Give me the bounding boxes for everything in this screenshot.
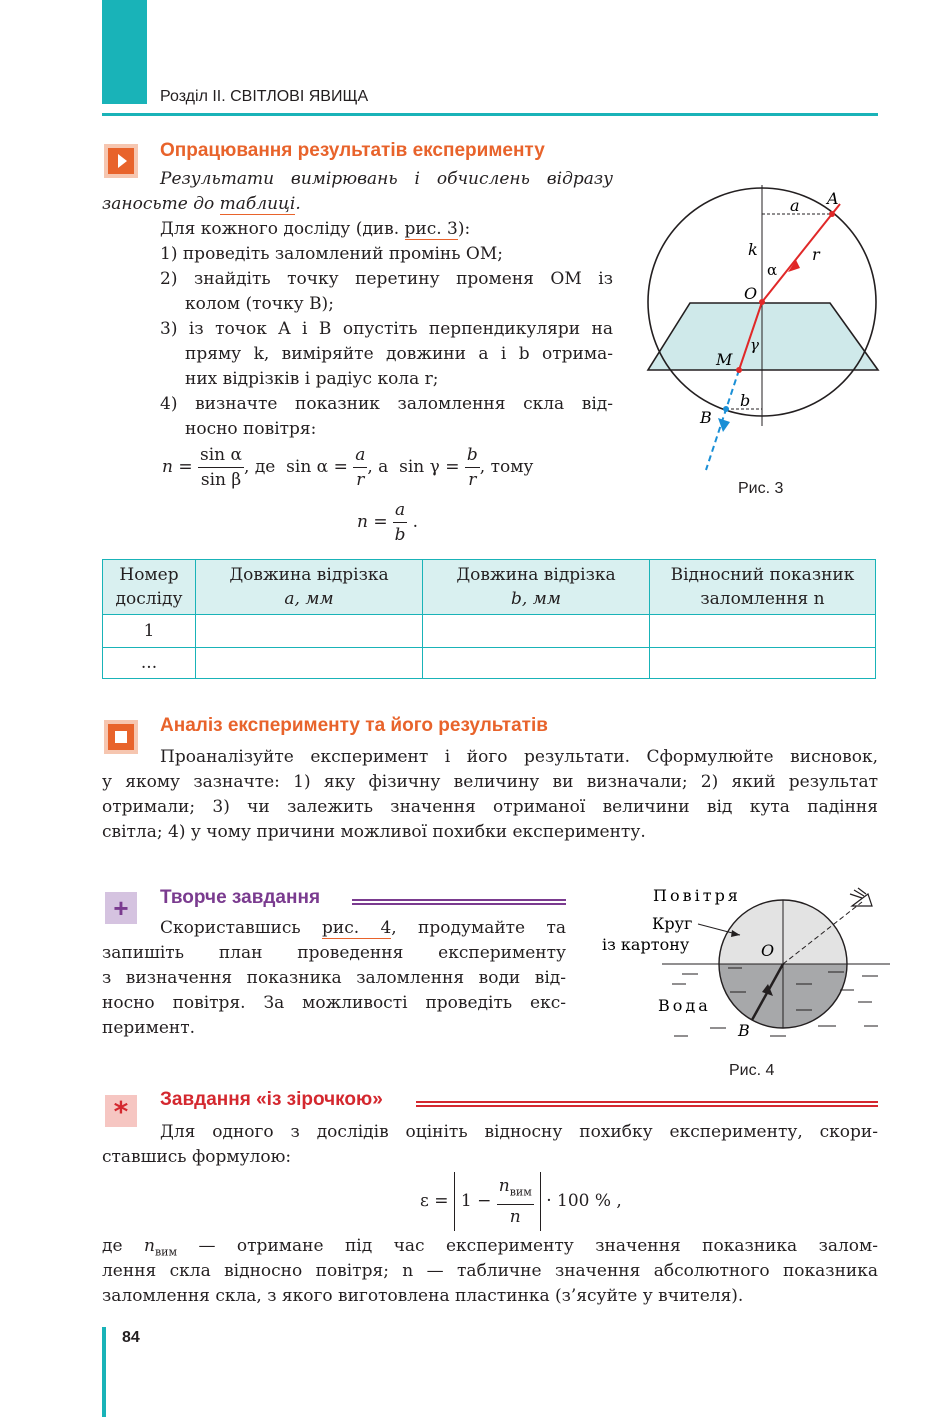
table-link[interactable]: таблиці	[219, 194, 296, 214]
processing-title: Опрацювання результатів експерименту	[160, 140, 545, 161]
table-cell[interactable]	[650, 648, 876, 679]
point-B	[723, 406, 729, 412]
error-formula	[420, 1172, 622, 1226]
header-text: Номер	[119, 565, 179, 585]
step-2a: 2) знайдіть точку перетину променя OM із	[160, 269, 613, 289]
fig3-diagram	[630, 180, 890, 480]
frac-n: n	[509, 1207, 521, 1228]
n-equals-2: n =	[357, 512, 388, 532]
desc-n: n	[143, 1236, 155, 1256]
point-M	[736, 367, 742, 373]
creative-text: Скориставшись	[160, 918, 322, 938]
processing-line1: Результати вимірювань і обчислень відразу	[160, 169, 613, 189]
desc-sub: вим	[154, 1245, 178, 1259]
abs-bars	[454, 1172, 541, 1231]
header-text: Відносний показник	[670, 565, 855, 585]
frac-nvim	[497, 1174, 534, 1205]
n-result-formula	[357, 498, 418, 547]
sin-alpha-equals: sin α =	[286, 457, 348, 477]
frac-r: r	[356, 470, 365, 490]
fig4-caption: Рис. 4	[729, 1062, 775, 1079]
table-cell[interactable]	[196, 615, 423, 648]
star-line2: ставшись формулою:	[102, 1147, 292, 1167]
line3-end: ):	[457, 219, 471, 239]
analysis-line1: Проаналізуйте експеримент і його результати. Сформулюйте висновок,	[160, 747, 878, 767]
desc-text: де	[102, 1236, 144, 1256]
creative-line2: запишіть план проведення експерименту	[102, 943, 566, 963]
a-over-b	[393, 498, 407, 547]
star-line1: Для одного з дослідів оцініть відносну похибку експерименту, скори-	[160, 1122, 878, 1142]
label-M: M	[716, 350, 733, 369]
incident-ray	[762, 204, 840, 302]
fig3-caption: Рис. 3	[738, 480, 784, 497]
processing-line2	[102, 192, 301, 217]
label-alpha: α	[767, 261, 778, 279]
play-icon	[104, 144, 138, 178]
plus-icon: +	[105, 892, 137, 924]
fig4-diagram	[600, 880, 890, 1050]
star-title: Завдання «із зірочкою»	[160, 1089, 383, 1110]
step-3a: 3) із точок A і B опустіть перпендикуляри на	[160, 319, 613, 339]
step-4b: носно повітря:	[185, 419, 317, 439]
creative-rule	[352, 899, 566, 905]
percent-tail: · 100 % ,	[546, 1191, 622, 1212]
header-cell-3	[423, 560, 650, 615]
b-over-r	[465, 443, 480, 492]
table-cell[interactable]	[196, 648, 423, 679]
refraction-formula	[162, 443, 533, 492]
table-row	[103, 615, 876, 648]
frac-r2: r	[468, 470, 477, 490]
table-header-row	[103, 560, 876, 615]
creative-text: , продумайте та	[391, 918, 567, 938]
label-water: Вода	[658, 996, 711, 1015]
processing-line3	[160, 217, 470, 242]
header-text: a, мм	[284, 589, 334, 609]
formula-dot: .	[412, 512, 418, 532]
step-4a: 4) визначте показник заломлення скла від-	[160, 394, 613, 414]
header-text: b, мм	[511, 589, 561, 609]
vim-sub: вим	[509, 1185, 532, 1199]
table-cell[interactable]	[650, 615, 876, 648]
creative-line4: носно повітря. За можливості проведіть екс-	[102, 993, 566, 1013]
fig3-link[interactable]: рис. 3	[404, 219, 458, 239]
label-circle-1: Круг	[652, 914, 693, 933]
one-minus: 1 −	[460, 1191, 492, 1212]
header-text: заломлення n	[700, 589, 825, 609]
table-cell[interactable]	[423, 648, 650, 679]
epsilon-equals: ε =	[420, 1191, 449, 1212]
glass-plate	[648, 303, 878, 370]
label-O: O	[744, 284, 758, 303]
step-3b: пряму k, виміряйте довжини a і b отрима-	[185, 344, 613, 364]
stop-icon	[104, 720, 138, 754]
star-desc2: лення скла відносно повітря; n — табличне значення абсолютного показника	[102, 1261, 878, 1281]
header-text: досліду	[115, 589, 183, 609]
frac-b: b	[465, 443, 480, 468]
analysis-title: Аналіз експерименту та його результатів	[160, 715, 548, 736]
header-cell-1	[103, 560, 196, 615]
table-cell: 1	[103, 615, 196, 648]
line2-text: заносьте до	[102, 194, 220, 214]
label-a: a	[790, 196, 800, 215]
frac-a2: a	[393, 498, 407, 523]
label-A: A	[827, 189, 839, 208]
creative-line5: перимент.	[102, 1018, 196, 1038]
sin-beta: sin β	[200, 470, 242, 490]
star-desc3: заломлення скла, з якого виготовлена пластинка (з’ясуйте у вчителя).	[102, 1286, 744, 1306]
nvim-over-n	[497, 1174, 534, 1229]
page-number: 84	[122, 1329, 140, 1346]
label-O: O	[761, 941, 775, 960]
teal-tab	[102, 0, 147, 104]
header-text: Довжина відрізка	[456, 565, 616, 585]
table-cell[interactable]	[423, 615, 650, 648]
analysis-line3: отримали; 3) чи залежить значення отриманої величини від кута падіння	[102, 797, 878, 817]
fig4-link[interactable]: рис. 4	[321, 918, 392, 938]
header-text: Довжина відрізка	[229, 565, 389, 585]
point-O	[759, 299, 765, 305]
asterisk-icon: *	[105, 1095, 137, 1127]
sin-fraction	[198, 443, 244, 492]
header-cell-2	[196, 560, 423, 615]
section-header: Розділ ІІ. СВІТЛОВІ ЯВИЩА	[160, 88, 369, 105]
step-3c: них відрізків і радіус кола r;	[185, 369, 439, 389]
line2-end: .	[295, 194, 301, 214]
frac-a: a	[353, 443, 367, 468]
desc-text: — отримане під час експерименту значення показника залом-	[177, 1236, 878, 1256]
label-k: k	[748, 240, 758, 259]
label-B: B	[700, 408, 712, 427]
table-row	[103, 648, 876, 679]
star-rule	[416, 1101, 878, 1107]
word-and: , а	[367, 457, 389, 477]
analysis-line4: світла; 4) у чому причини можливої похибки експерименту.	[102, 822, 646, 842]
n-sym: n	[498, 1176, 510, 1196]
results-table	[102, 559, 876, 679]
header-rule	[102, 113, 878, 116]
step-2b: колом (точку B);	[185, 294, 334, 314]
label-b: b	[740, 391, 751, 410]
analysis-line2: у якому зазначте: 1) яку фізичну величину ви визначали; 2) який результат	[102, 772, 878, 792]
header-cell-4	[650, 560, 876, 615]
label-B: B	[738, 1021, 750, 1040]
creative-title: Творче завдання	[160, 887, 321, 908]
word-de: , де	[244, 457, 276, 477]
n-equals: n =	[162, 457, 193, 477]
word-tomu: , тому	[479, 457, 534, 477]
sin-alpha: sin α	[198, 443, 244, 468]
label-gamma: γ	[750, 336, 759, 354]
footer-bar	[102, 1327, 106, 1417]
point-A	[829, 211, 835, 217]
frac-b2: b	[394, 525, 406, 545]
table-cell: ...	[103, 648, 196, 679]
creative-line1	[160, 916, 566, 941]
a-over-r	[353, 443, 367, 492]
label-circle-2: із картону	[602, 935, 690, 954]
sin-gamma-equals: sin γ =	[399, 457, 460, 477]
line3-text: Для кожного досліду (див.	[160, 219, 405, 239]
label-r: r	[812, 245, 820, 264]
label-air: Повітря	[653, 886, 741, 905]
step-1: 1) проведіть заломлений промінь OM;	[160, 244, 503, 264]
creative-line3: з визначення показника заломлення води від-	[102, 968, 566, 988]
